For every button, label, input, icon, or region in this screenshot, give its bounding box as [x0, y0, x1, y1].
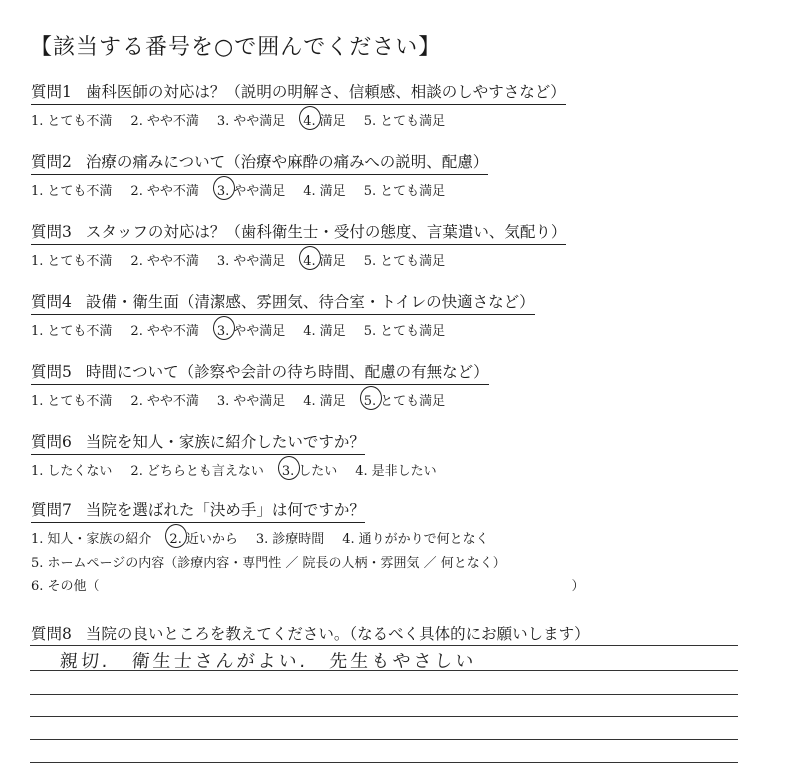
option-number: 1.: [31, 184, 44, 199]
question-label: 質問5: [31, 363, 72, 381]
option-number: 2.: [130, 324, 143, 339]
option[interactable]: [364, 320, 445, 339]
option[interactable]: [364, 110, 445, 129]
option-number: 4.: [355, 464, 368, 479]
option-number: 5.: [363, 394, 377, 409]
option-selected[interactable]: [282, 460, 337, 479]
option-5-line: 5. ホームページの内容（診療内容・専門性 ／ 院長の人柄・雰囲気 ／ 何となく）: [31, 556, 506, 571]
question-text: 設備・衛生面（清潔感、雰囲気、待合室・トイレの快適さなど）: [85, 293, 535, 311]
option[interactable]: [364, 180, 445, 199]
option-label: とても不満: [47, 254, 113, 269]
option-number: 1.: [31, 114, 44, 129]
option-number: 3.: [216, 184, 230, 199]
option[interactable]: [130, 320, 198, 339]
option-label: やや不満: [146, 114, 199, 129]
option-6-close: ）: [571, 579, 585, 594]
option-selected[interactable]: [217, 180, 285, 199]
option-number: 2.: [130, 394, 143, 409]
option-number: 3.: [216, 254, 230, 269]
option-label: 満足: [319, 324, 346, 339]
question-label: 質問2: [31, 153, 72, 171]
question-title: [31, 360, 489, 385]
option-group: [31, 180, 488, 200]
question-label: 質問4: [31, 293, 72, 311]
question-text: スタッフの対応は？（歯科衛生士・受付の態度、言葉遣い、気配り）: [85, 223, 567, 241]
option[interactable]: [31, 390, 112, 409]
option[interactable]: [217, 390, 285, 409]
option[interactable]: [31, 528, 151, 547]
option[interactable]: [217, 250, 285, 269]
option-label: とても不満: [47, 324, 113, 339]
option-label: やや不満: [146, 184, 199, 199]
option-number: 4.: [303, 114, 316, 129]
option-label: 満足: [319, 184, 346, 199]
question-title: [31, 220, 566, 245]
question-text: 治療の痛みについて（治療や麻酔の痛みへの説明、配慮）: [85, 153, 489, 171]
option-number: 5.: [363, 184, 377, 199]
option-6-label: 6. その他（: [31, 579, 100, 594]
option-label: 知人・家族の紹介: [47, 532, 152, 547]
option-number: 2.: [130, 184, 143, 199]
option-selected[interactable]: [303, 250, 345, 269]
question-text: 歯科医師の対応は？（説明の明解さ、信頼感、相談のしやすさなど）: [85, 83, 566, 101]
option-number: 5.: [363, 324, 377, 339]
option[interactable]: [130, 110, 198, 129]
question-4: [31, 290, 535, 340]
option-number: 3.: [281, 464, 295, 479]
question-6: [31, 430, 455, 480]
option-number: 4.: [342, 532, 355, 547]
option[interactable]: [31, 250, 112, 269]
question-label: 質問3: [31, 223, 72, 241]
answer-line: [30, 645, 738, 646]
option-number: 4.: [303, 324, 316, 339]
option-number: 3.: [216, 114, 230, 129]
option[interactable]: [31, 180, 112, 199]
option-label: とても満足: [380, 184, 446, 199]
option-label: とても満足: [380, 394, 446, 409]
option[interactable]: [130, 460, 263, 479]
option-number: 2.: [169, 532, 182, 547]
option-number: 2.: [130, 464, 143, 479]
option-selected[interactable]: [169, 528, 237, 547]
option-group: [31, 528, 585, 548]
option[interactable]: [130, 250, 198, 269]
option-number: 2.: [130, 114, 143, 129]
option[interactable]: [31, 460, 112, 479]
option-label: やや満足: [233, 254, 286, 269]
answer-line: [30, 739, 738, 740]
option-number: 5.: [363, 254, 377, 269]
question-title: [31, 430, 365, 455]
question-title: [31, 290, 535, 315]
option[interactable]: [342, 528, 488, 547]
option-label: やや満足: [233, 114, 286, 129]
option-label: 満足: [319, 114, 346, 129]
option-number: 4.: [303, 254, 316, 269]
option-number: 1.: [31, 532, 44, 547]
option-6-line: [31, 575, 585, 594]
option-number: 1.: [31, 464, 44, 479]
instruction-heading: 【該当する番号を○で囲んでください】: [30, 35, 442, 60]
option-label: とても不満: [47, 114, 113, 129]
option-label: とても満足: [380, 114, 446, 129]
option[interactable]: [31, 110, 112, 129]
option[interactable]: [303, 390, 345, 409]
option-number: 4.: [303, 394, 316, 409]
question-5: [31, 360, 489, 410]
option-number: 5.: [363, 114, 377, 129]
option-number: 1.: [31, 394, 44, 409]
question-text: 当院の良いところを教えてください。（なるべく具体的にお願いします）: [85, 625, 590, 643]
question-8: [31, 622, 590, 646]
option-label: 満足: [319, 394, 346, 409]
answer-line: [30, 762, 738, 763]
option[interactable]: [130, 180, 198, 199]
option-group: [31, 250, 566, 270]
option[interactable]: [130, 390, 198, 409]
option[interactable]: [256, 528, 324, 547]
option-label: 是非したい: [371, 464, 437, 479]
option-label: したい: [298, 464, 338, 479]
option[interactable]: [303, 320, 345, 339]
option[interactable]: [31, 320, 112, 339]
option-label: 診療時間: [272, 532, 325, 547]
question-text: 時間について（診察や会計の待ち時間、配慮の有無など）: [85, 363, 489, 381]
option-group: [31, 390, 489, 410]
option[interactable]: [355, 460, 436, 479]
option-label: やや満足: [233, 394, 286, 409]
question-7: [31, 498, 585, 594]
option-label: やや不満: [146, 394, 199, 409]
option-number: 3.: [216, 324, 230, 339]
option-number: 1.: [31, 254, 44, 269]
option-number: 1.: [31, 324, 44, 339]
answer-line: [30, 670, 738, 671]
answer-line: [30, 716, 738, 717]
question-title: [31, 150, 488, 175]
option-label: とても不満: [47, 184, 113, 199]
option-number: 4.: [303, 184, 316, 199]
option-label: したくない: [47, 464, 113, 479]
question-label: 質問7: [31, 501, 72, 519]
option[interactable]: [303, 180, 345, 199]
option[interactable]: [364, 250, 445, 269]
option-label: やや満足: [233, 324, 286, 339]
option[interactable]: [217, 110, 285, 129]
option-group: [31, 460, 455, 480]
option-label: とても満足: [380, 324, 446, 339]
option-label: やや不満: [146, 324, 199, 339]
question-label: 質問1: [31, 83, 72, 101]
answer-line: [30, 694, 738, 695]
option-label: やや不満: [146, 254, 199, 269]
option-label: どちらとも言えない: [146, 464, 264, 479]
question-3: [31, 220, 566, 270]
question-title: [31, 498, 365, 523]
option-label: 通りがかりで何となく: [358, 532, 489, 547]
option-label: 満足: [319, 254, 346, 269]
question-title: [31, 80, 566, 105]
option-group: [31, 110, 566, 130]
option-label: とても不満: [47, 394, 113, 409]
option-selected[interactable]: [303, 110, 345, 129]
question-label: 質問6: [31, 433, 72, 451]
question-text: 当院を選ばれた「決め手」は何ですか？: [85, 501, 365, 519]
option-group: [31, 320, 535, 340]
option-number: 2.: [130, 254, 143, 269]
option-number: 3.: [255, 532, 269, 547]
option-selected[interactable]: [217, 320, 285, 339]
option-number: 3.: [216, 394, 230, 409]
option-label: 近いから: [185, 532, 238, 547]
option-selected[interactable]: [364, 390, 445, 409]
question-title: [31, 622, 590, 646]
handwritten-answer: 親切. 衛生士さんがよい. 先生もやさしい: [59, 651, 478, 672]
question-label: 質問8: [31, 625, 72, 643]
question-1: [31, 80, 566, 130]
question-text: 当院を知人・家族に紹介したいですか？: [85, 433, 365, 451]
option-label: とても満足: [380, 254, 446, 269]
question-2: [31, 150, 488, 200]
option-label: やや満足: [233, 184, 286, 199]
